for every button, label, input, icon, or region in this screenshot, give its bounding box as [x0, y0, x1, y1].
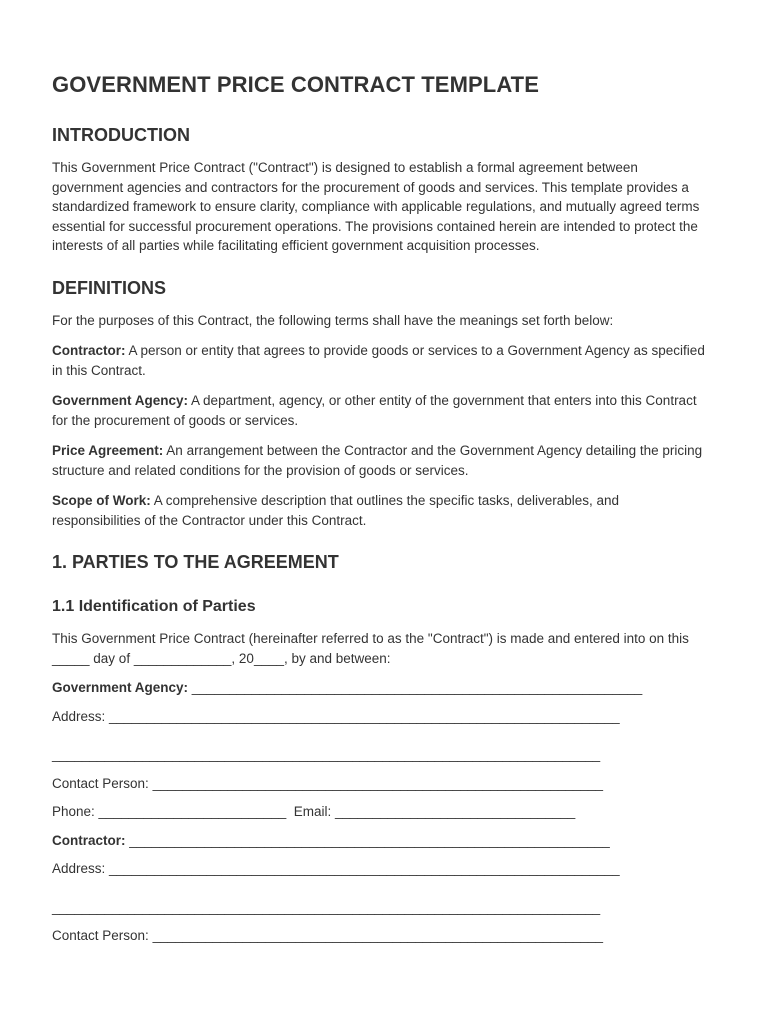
contractor-contact-field — [52, 926, 708, 946]
contractor-field — [52, 831, 708, 851]
section1-1-heading: 1.1 Identification of Parties — [52, 598, 256, 615]
section1-intro: This Government Price Contract (hereinafter referred to as the "Contract") is made and entered into on this _____ day of _____________, 20____, by and between: — [52, 631, 689, 666]
contractor-address-label: Address: — [52, 861, 106, 876]
definition-text: A department, agency, or other entity of the government that enters into this Contract for the procurement of goods or services. — [52, 393, 697, 428]
gov-address-field — [52, 707, 708, 727]
email-label: Email: — [293, 804, 332, 819]
contractor-address-blank-2[interactable]: _________________________________________________________________________ — [52, 899, 601, 915]
definition-term: Contractor: — [52, 343, 126, 358]
definition-price-agreement — [52, 441, 708, 480]
contractor-address-field — [52, 859, 708, 879]
definition-scope-of-work — [52, 491, 708, 530]
contractor-address-blank[interactable]: ____________________________________________________________________ — [105, 861, 620, 876]
phone-blank[interactable]: _________________________ — [94, 804, 287, 819]
definition-text: A comprehensive description that outlines the specific tasks, deliverables, and responsibilities of the Contractor under this Contract. — [52, 493, 620, 528]
gov-contact-blank[interactable]: ____________________________________________________________ — [148, 775, 604, 791]
contractor-contact-blank[interactable]: ____________________________________________________________ — [148, 928, 604, 943]
gov-phone-email-field — [52, 802, 708, 822]
gov-contact-field — [52, 774, 708, 794]
definitions-heading: DEFINITIONS — [52, 277, 167, 298]
document-title: GOVERNMENT PRICE CONTRACT TEMPLATE — [52, 72, 539, 97]
gov-address-blank-2[interactable]: _________________________________________________________________________ — [52, 747, 601, 762]
email-blank[interactable]: ________________________________ — [331, 804, 576, 819]
introduction-text: This Government Price Contract ("Contract") is designed to establish a formal agreement between government agencies and contractors for the procurement of goods and services. This template provides a standardized framework to ensure clarity, compliance with applicable regulations, and mutually agreed terms essential for successful procurement operations. The provisions contained herein are intended to protect the interests of all parties while facilitating efficient government acquisition processes. — [52, 160, 700, 253]
definition-term: Scope of Work: — [52, 493, 151, 508]
gov-address-label: Address: — [52, 708, 106, 724]
contractor-blank[interactable]: ________________________________________________________________ — [125, 832, 610, 848]
gov-agency-field — [52, 678, 708, 698]
definition-term: Price Agreement: — [52, 443, 164, 458]
gov-contact-label: Contact Person: — [52, 775, 149, 791]
definition-text: A person or entity that agrees to provide goods or services to a Government Agency as specified in this Contract. — [52, 343, 705, 378]
definition-contractor — [52, 341, 708, 380]
contractor-contact-label: Contact Person: — [52, 928, 149, 943]
phone-label: Phone: — [52, 804, 95, 819]
gov-address-line2-field — [52, 745, 708, 765]
definition-government-agency — [52, 391, 708, 430]
contractor-address-line2-field — [52, 898, 708, 918]
gov-address-blank[interactable]: ____________________________________________________________________ — [105, 708, 620, 724]
section1-heading: 1. PARTIES TO THE AGREEMENT — [52, 552, 339, 572]
definition-text: An arrangement between the Contractor and the Government Agency detailing the pricing structure and related conditions for the provision of goods or services. — [52, 443, 703, 478]
contractor-label: Contractor: — [52, 832, 126, 848]
definition-term: Government Agency: — [52, 393, 189, 408]
gov-agency-blank[interactable]: ____________________________________________________________ — [188, 680, 643, 695]
introduction-heading: INTRODUCTION — [52, 125, 190, 145]
definitions-intro: For the purposes of this Contract, the following terms shall have the meanings set forth below: — [52, 312, 614, 328]
gov-agency-label: Government Agency: — [52, 680, 189, 695]
